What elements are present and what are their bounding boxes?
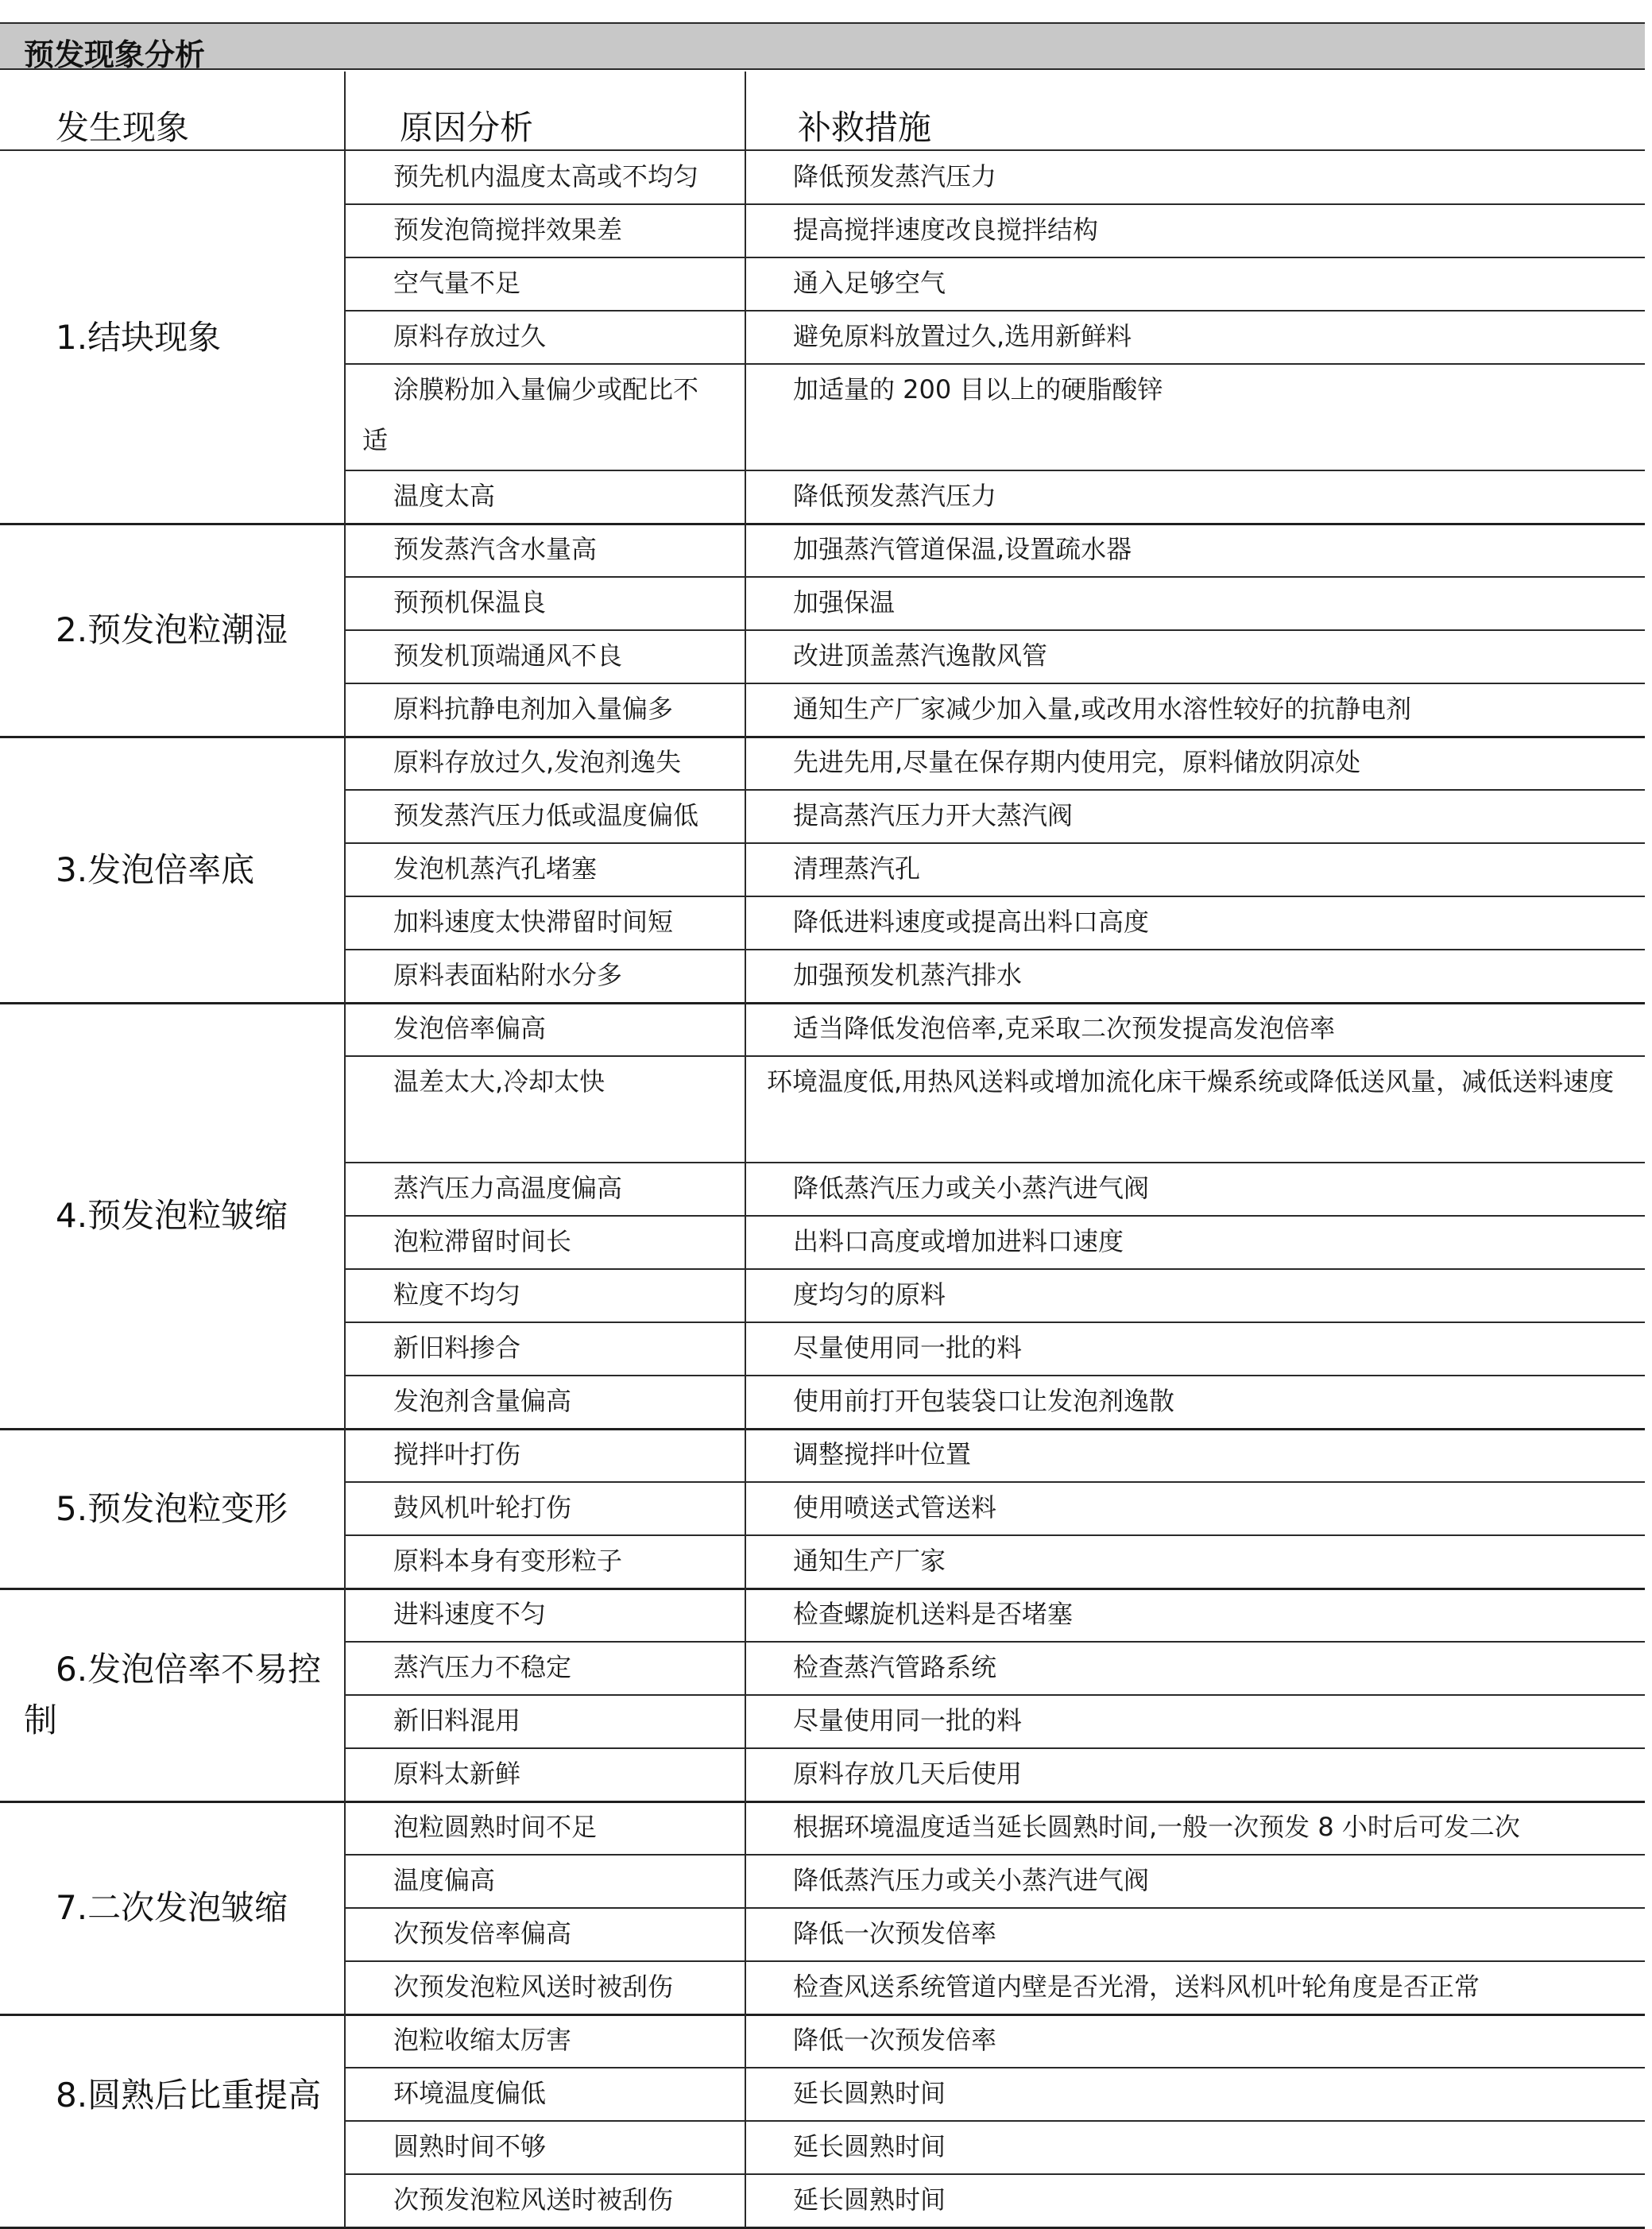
remedy-cell: 使用前打开包装袋口让发泡剂逸散 <box>793 1386 1175 1416</box>
cause-cell: 新旧料掺合 <box>393 1333 521 1363</box>
remedy-cell: 出料口高度或增加进料口速度 <box>793 1226 1124 1256</box>
section-title: 预发现象分析 <box>24 37 206 72</box>
cause-cell: 原料表面粘附水分多 <box>393 960 623 990</box>
remedy-cell: 降低蒸汽压力或关小蒸汽进气阀 <box>793 1173 1150 1203</box>
cause-cell: 次预发泡粒风送时被刮伤 <box>393 2184 674 2215</box>
remedy-cell: 调整搅拌叶位置 <box>793 1439 972 1469</box>
remedy-cell: 降低蒸汽压力或关小蒸汽进气阀 <box>793 1865 1150 1895</box>
remedy-cell: 原料存放几天后使用 <box>793 1759 1023 1789</box>
cause-cell: 新旧料混用 <box>393 1705 521 1736</box>
cause-cell: 预发泡筒搅拌效果差 <box>393 215 623 245</box>
cause-cell: 原料抗静电剂加入量偏多 <box>393 694 674 724</box>
header-cause: 原因分析 <box>400 108 534 147</box>
cause-cell: 发泡剂含量偏高 <box>393 1386 572 1416</box>
cause-cell: 原料存放过久 <box>393 321 547 351</box>
remedy-cell: 检查螺旋机送料是否堵塞 <box>793 1599 1074 1629</box>
remedy-cell: 改进顶盖蒸汽逸散风管 <box>793 640 1048 671</box>
cause-cell: 温差太大,冷却太快 <box>393 1066 605 1097</box>
remedy-cell: 降低进料速度或提高出料口高度 <box>793 907 1150 937</box>
remedy-cell: 延长圆熟时间 <box>793 2184 946 2215</box>
phenomenon-cell: 8.圆熟后比重提高 <box>56 2076 322 2115</box>
phenomenon-cell: 1.结块现象 <box>56 317 222 357</box>
remedy-cell: 尽量使用同一批的料 <box>793 1705 1023 1736</box>
remedy-cell: 通知生产厂家 <box>793 1546 946 1576</box>
remedy-cell: 降低预发蒸汽压力 <box>793 481 997 511</box>
cause-cell: 泡粒滞留时间长 <box>393 1226 572 1256</box>
phenomenon-cell: 4.预发泡粒皱缩 <box>56 1196 288 1235</box>
phenomenon-cell: 5.预发泡粒变形 <box>56 1488 288 1528</box>
remedy-cell: 提高搅拌速度改良搅拌结构 <box>793 215 1099 245</box>
phenomenon-cell: 6.发泡倍率不易控制 <box>24 1650 322 1739</box>
cause-cell: 涂膜粉加入量偏少或配比不适 <box>362 374 699 455</box>
remedy-cell: 降低一次预发倍率 <box>793 2025 997 2055</box>
cause-cell: 空气量不足 <box>393 268 521 298</box>
cause-cell: 鼓风机叶轮打伤 <box>393 1492 572 1523</box>
cause-cell: 预预机保温良 <box>393 587 547 617</box>
remedy-cell: 检查蒸汽管路系统 <box>793 1652 997 1682</box>
cause-cell: 粒度不均匀 <box>393 1279 521 1310</box>
remedy-cell: 延长圆熟时间 <box>793 2078 946 2108</box>
remedy-cell: 延长圆熟时间 <box>793 2131 946 2161</box>
cause-cell: 蒸汽压力不稳定 <box>393 1652 572 1682</box>
cause-cell: 泡粒收缩太厉害 <box>393 2025 572 2055</box>
header-remedy: 补救措施 <box>798 108 932 147</box>
remedy-cell: 通入足够空气 <box>793 268 946 298</box>
section-title-bar <box>0 22 1645 70</box>
cause-cell: 发泡机蒸汽孔堵塞 <box>393 853 598 884</box>
cause-cell: 环境温度偏低 <box>393 2078 547 2108</box>
remedy-cell: 提高蒸汽压力开大蒸汽阀 <box>793 800 1074 830</box>
cause-cell: 次预发倍率偏高 <box>393 1918 572 1948</box>
cause-cell: 温度偏高 <box>393 1865 496 1895</box>
remedy-cell: 使用喷送式管送料 <box>793 1492 997 1523</box>
cause-cell: 发泡倍率偏高 <box>393 1013 547 1043</box>
remedy-cell: 清理蒸汽孔 <box>793 853 921 884</box>
cause-cell: 预先机内温度太高或不均匀 <box>393 161 699 192</box>
cause-cell: 原料太新鲜 <box>393 1759 521 1789</box>
column-divider <box>344 72 346 2227</box>
phenomenon-cell: 7.二次发泡皱缩 <box>56 1888 288 1927</box>
remedy-cell: 避免原料放置过久,选用新鲜料 <box>793 321 1132 351</box>
phenomenon-cell: 2.预发泡粒潮湿 <box>56 610 288 649</box>
cause-cell: 次预发泡粒风送时被刮伤 <box>393 1972 674 2002</box>
cause-cell: 预发蒸汽含水量高 <box>393 534 598 564</box>
remedy-cell: 检查风送系统管道内壁是否光滑，送料风机叶轮角度是否正常 <box>793 1972 1480 2002</box>
remedy-cell: 通知生产厂家减少加入量,或改用水溶性较好的抗静电剂 <box>793 694 1412 724</box>
cause-cell: 加料速度太快滞留时间短 <box>393 907 674 937</box>
remedy-cell: 加强预发机蒸汽排水 <box>793 960 1023 990</box>
remedy-cell: 环境温度低,用热风送料或增加流化床干燥系统或降低送风量，减低送料速度 <box>767 1066 1615 1097</box>
cause-cell: 预发机顶端通风不良 <box>393 640 623 671</box>
column-divider <box>745 72 746 2227</box>
header-phenomenon: 发生现象 <box>56 108 190 147</box>
remedy-cell: 尽量使用同一批的料 <box>793 1333 1023 1363</box>
cause-cell: 原料本身有变形粒子 <box>393 1546 623 1576</box>
cause-cell: 搅拌叶打伤 <box>393 1439 521 1469</box>
remedy-cell: 降低一次预发倍率 <box>793 1918 997 1948</box>
cause-cell: 预发蒸汽压力低或温度偏低 <box>393 800 699 830</box>
cause-cell: 进料速度不匀 <box>393 1599 547 1629</box>
cause-cell: 原料存放过久,发泡剂逸失 <box>393 747 682 777</box>
remedy-cell: 先进先用,尽量在保存期内使用完，原料储放阴凉处 <box>793 747 1361 777</box>
remedy-cell: 适当降低发泡倍率,克采取二次预发提高发泡倍率 <box>793 1013 1336 1043</box>
cause-cell: 圆熟时间不够 <box>393 2131 547 2161</box>
remedy-cell: 加强保温 <box>793 587 896 617</box>
remedy-cell: 根据环境温度适当延长圆熟时间,一般一次预发 8 小时后可发二次 <box>793 1812 1520 1842</box>
remedy-cell: 加适量的 200 目以上的硬脂酸锌 <box>793 374 1163 404</box>
remedy-cell: 降低预发蒸汽压力 <box>793 161 997 192</box>
remedy-cell: 度均匀的原料 <box>793 1279 946 1310</box>
phenomenon-cell: 3.发泡倍率底 <box>56 849 255 889</box>
cause-cell: 温度太高 <box>393 481 496 511</box>
cause-cell: 泡粒圆熟时间不足 <box>393 1812 598 1842</box>
remedy-cell: 加强蒸汽管道保温,设置疏水器 <box>793 534 1132 564</box>
cause-cell: 蒸汽压力高温度偏高 <box>393 1173 623 1203</box>
